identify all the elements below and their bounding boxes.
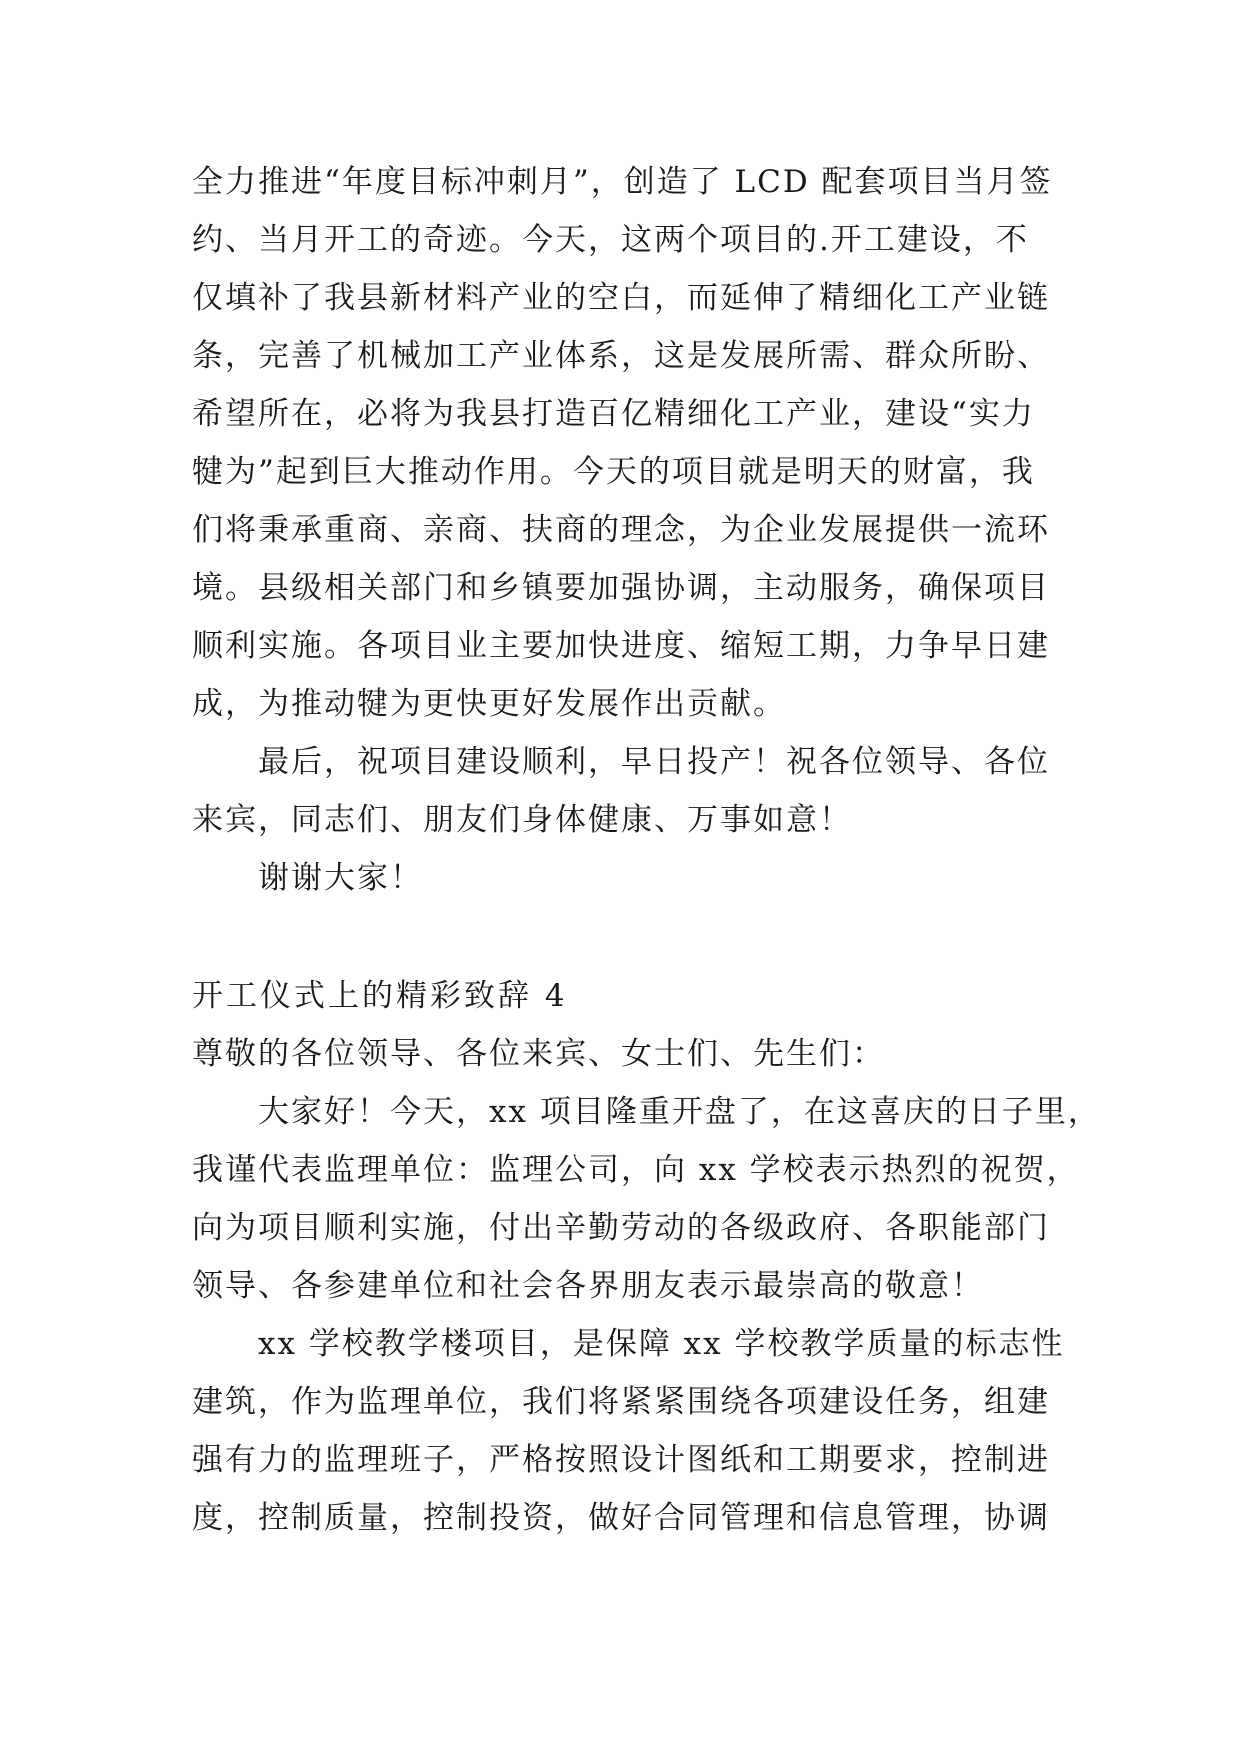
salutation: 尊敬的各位领导、各位来宾、女士们、先生们：	[192, 1036, 885, 1072]
body-line: 约、当月开工的奇迹。今天，这两个项目的.开工建设，不	[192, 222, 1029, 258]
body-line: 条，完善了机械加工产业体系，这是发展所需、群众所盼、	[192, 338, 1050, 374]
closing-line: 最后，祝项目建设顺利，早日投产！祝各位领导、各位	[258, 744, 1050, 780]
body-line: 成，为推动犍为更快更好发展作出贡献。	[192, 686, 786, 722]
paragraph-1-line: 大家好！今天，xx 项目隆重开盘了，在这喜庆的日子里，	[258, 1094, 1101, 1130]
paragraph-2-line: 强有力的监理班子，严格按照设计图纸和工期要求，控制进	[192, 1442, 1050, 1478]
paragraph-1-line: 领导、各参建单位和社会各界朋友表示最崇高的敬意！	[192, 1268, 984, 1304]
section-1-body	[192, 153, 1072, 907]
body-line: 全力推进“年度目标冲刺月”，创造了 LCD 配套项目当月签	[192, 164, 1053, 200]
body-line: 仅填补了我县新材料产业的空白，而延伸了精细化工产业链	[192, 280, 1050, 316]
section-title: 开工仪式上的精彩致辞 4	[192, 978, 568, 1014]
paragraph-1-line: 我谨代表监理单位：监理公司，向 xx 学校表示热烈的祝贺，	[192, 1152, 1080, 1188]
paragraph-2-line: 度，控制质量，控制投资，做好合同管理和信息管理，协调	[192, 1500, 1050, 1536]
body-line: 境。县级相关部门和乡镇要加强协调，主动服务，确保项目	[192, 570, 1050, 606]
paragraph-2-line: xx 学校教学楼项目，是保障 xx 学校教学质量的标志性	[258, 1326, 1065, 1362]
paragraph-1-line: 向为项目顺利实施，付出辛勤劳动的各级政府、各职能部门	[192, 1210, 1050, 1246]
body-line: 犍为”起到巨大推动作用。今天的项目就是明天的财富，我	[192, 454, 1035, 490]
body-line: 们将秉承重商、亲商、扶商的理念，为企业发展提供一流环	[192, 512, 1050, 548]
thanks-line: 谢谢大家！	[258, 860, 423, 896]
body-line: 顺利实施。各项目业主要加快进度、缩短工期，力争早日建	[192, 628, 1050, 664]
body-line: 希望所在，必将为我县打造百亿精细化工产业，建设“实力	[192, 396, 1035, 432]
closing-line: 来宾，同志们、朋友们身体健康、万事如意！	[192, 802, 852, 838]
paragraph-2-line: 建筑，作为监理单位，我们将紧紧围绕各项建设任务，组建	[192, 1384, 1050, 1420]
section-2	[192, 967, 1101, 1547]
